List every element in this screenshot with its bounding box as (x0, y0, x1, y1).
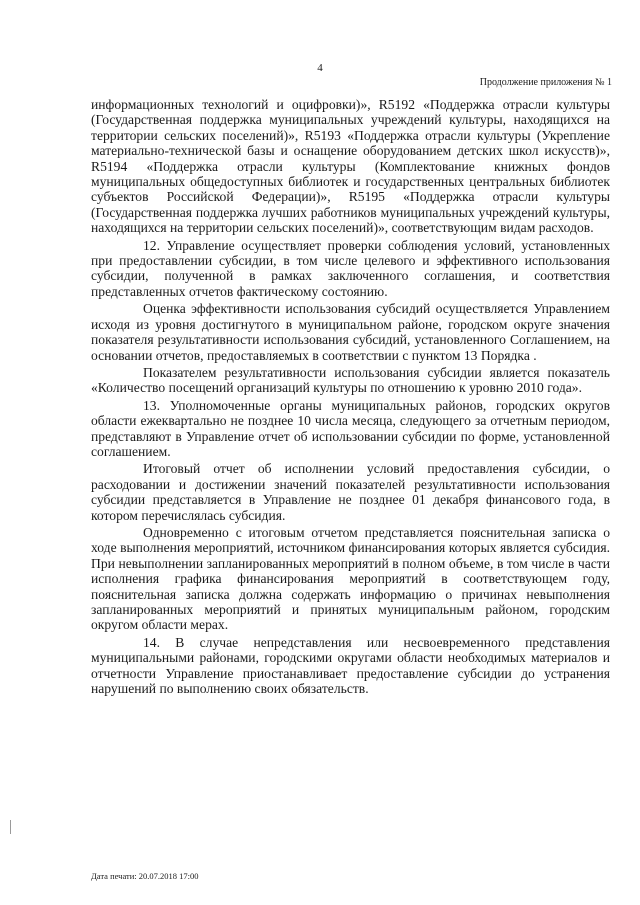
scan-edge-mark (10, 820, 11, 834)
paragraph-clause-13: 13. Уполномоченные органы муниципальных районов, городских округов области ежеквартально не позднее 10 числа месяца, следующего за отчетным периодом, представляют в Управление отчет об использовании субсидии по форме, установленной соглашением. (91, 397, 610, 459)
paragraph-budget-codes: информационных технологий и оцифровки)», R5192 «Поддержка отрасли культуры (Государственная поддержка муниципальных учреждений культуры, находящихся на территории сельских поселений)», R5193 «Поддержка отрасли культуры (Укрепление материально-технической базы и оснащение оборудованием детских школ искусств)», R5194 «Поддержка отрасли культуры (Комплектование книжных фондов муниципальных общедоступных библиотек и государственных центральных библиотек субъектов Российской Федерации)», R5195 «Поддержка отрасли культуры (Государственная поддержка лучших работников муниципальных учреждений культуры, находящихся на территории сельских поселений)», соответствующим видам расходов. (91, 97, 610, 236)
paragraph-performance-indicator: Показателем результативности использования субсидии является показатель «Количество посещений организаций культуры по отношению к уровню 2010 года». (91, 364, 610, 396)
paragraph-explanatory-note: Одновременно с итоговым отчетом представляется пояснительная записка о ходе выполнения мероприятий, источником финансирования которых является субсидия. При невыполнении запланированных мероприятий в полном объеме, в том числе в части исполнения графика финансирования мероприятий в соответствующем году, пояснительная записка должна содержать информацию о причинах невыполнения запланированных мероприятий и принятых муниципальным районом, городским округом области мерах. (91, 524, 610, 633)
paragraph-final-report: Итоговый отчет об исполнении условий предоставления субсидии, о расходовании и достижении значений показателей результативности использования субсидии представляется в Управление не позднее 01 декабря финансового года, в котором перечислялась субсидия. (91, 461, 610, 523)
paragraph-clause-14: 14. В случае непредставления или несвоевременного представления муниципальными районами, городскими округами области необходимых материалов и отчетности Управление приостанавливает предоставление субсидии до устранения нарушений по выполнению своих обязательств. (91, 634, 610, 697)
appendix-continuation-label: Продолжение приложения № 1 (479, 77, 612, 88)
paragraph-clause-12: 12. Управление осуществляет проверки соблюдения условий, установленных при предоставлении субсидии, в том числе целевого и эффективного использования субсидии, полученной в рамках заключенного соглашения, и соответствия представленных отчетов фактическому состоянию. (91, 237, 610, 299)
print-date: Дата печати: 20.07.2018 17:00 (91, 871, 199, 881)
document-body (91, 97, 610, 698)
paragraph-efficiency-evaluation: Оценка эффективности использования субсидий осуществляется Управлением исходя из уровня достигнутого в муниципальном районе, городском округе значения показателя результативности использования субсидий, установленного Соглашением, на основании отчетов, предоставляемых в соответствии с пунктом 13 Порядка . (91, 301, 610, 363)
page-number: 4 (317, 62, 323, 74)
